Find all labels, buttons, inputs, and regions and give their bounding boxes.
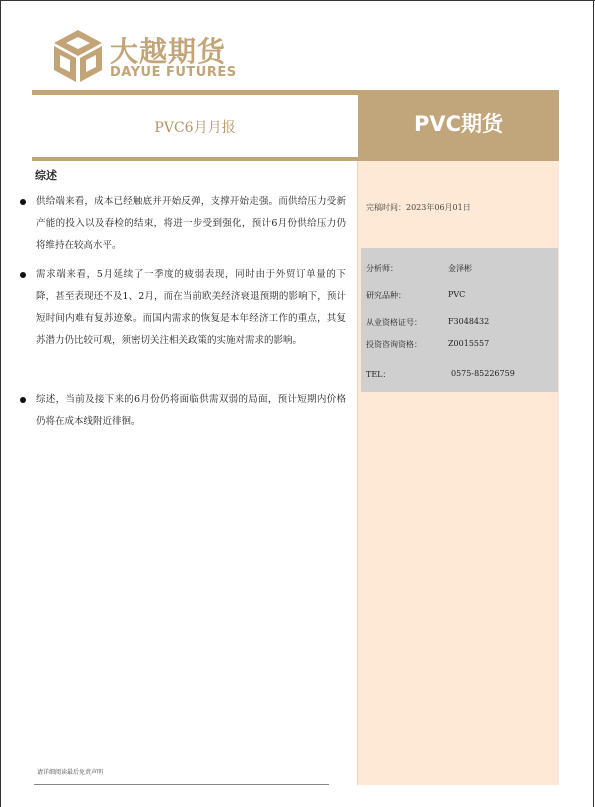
info-value-variety: PVC bbox=[448, 290, 466, 299]
paragraph-summary: 综述，当前及接下来的6月份仍将面临供需双弱的局面，预计短期内价格仍将在成本线附近徘徊。 bbox=[36, 394, 346, 427]
company-logo bbox=[52, 28, 237, 88]
cube-logo-icon bbox=[52, 28, 104, 84]
bullet-icon bbox=[20, 397, 26, 403]
completion-date: 完稿时间：2023年06月01日 bbox=[366, 203, 471, 212]
info-label-analyst: 分析师： bbox=[366, 264, 398, 273]
paragraph-supply: 供给端来看，成本已经触底并开始反弹，支撑开始走强。而供给压力受新产能的投入以及春检的结束，将进一步受到强化，预计6月份供给压力仍将维持在较高水平。 bbox=[36, 196, 346, 251]
header-rule-top bbox=[32, 90, 358, 95]
disclaimer-note: 请详细阅读最后免责声明 bbox=[37, 769, 104, 776]
info-label-variety: 研究品种： bbox=[366, 291, 406, 300]
bullet-icon bbox=[20, 199, 26, 205]
header-rule-bottom bbox=[32, 157, 358, 161]
info-value-analyst: 金泽彬 bbox=[448, 264, 472, 273]
info-value-license: F3048432 bbox=[448, 317, 490, 326]
sidebar-divider bbox=[357, 161, 358, 785]
report-title: PVC6月月报 bbox=[154, 120, 236, 136]
bullet-icon bbox=[20, 272, 26, 278]
info-label-license: 从业资格证号： bbox=[366, 318, 422, 327]
logo-name-cn: 大越期货 bbox=[110, 35, 227, 68]
category-title: PVC期货 bbox=[413, 112, 504, 136]
section-title: 综述 bbox=[35, 169, 57, 182]
page-border-top bbox=[0, 0, 595, 1]
info-value-tel: 0575-85226759 bbox=[451, 369, 515, 378]
page-border-right bbox=[593, 0, 594, 807]
info-label-tel: TEL： bbox=[366, 370, 391, 379]
paragraph-demand: 需求端来看，5月延续了一季度的疲弱表现，同时由于外贸订单量的下降，甚至表现还不及1、2月，而在当前欧美经济衰退预期的影响下，预计短时间内难有复苏迹象。而国内需求的恢复是本年经济工作的重点，其复苏潜力仍比较可观，须密切关注相关政策的实施对需求的影响。 bbox=[36, 269, 346, 346]
info-value-consult: Z0015557 bbox=[448, 339, 490, 348]
info-label-consult: 投资咨询资格： bbox=[366, 340, 422, 349]
logo-name-en: DAYUE FUTURES bbox=[110, 65, 237, 80]
page-border-left bbox=[0, 0, 1, 807]
footer-rule bbox=[34, 784, 329, 785]
